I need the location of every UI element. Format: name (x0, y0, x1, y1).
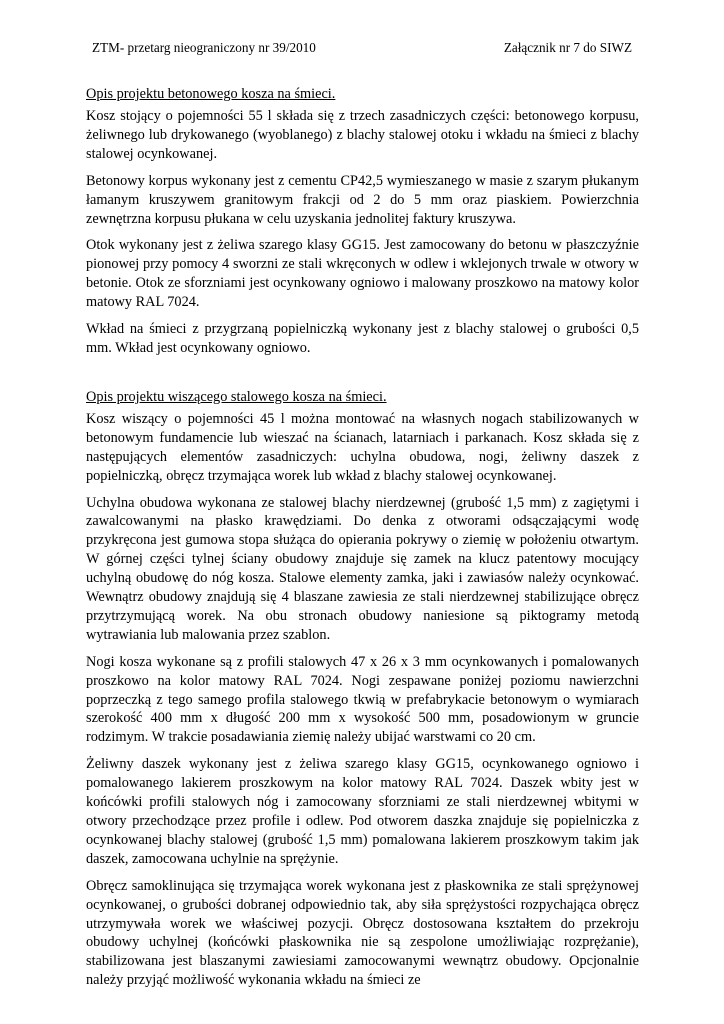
paragraph: Obręcz samoklinująca się trzymająca worek wykonana jest z płaskownika ze stali sprężynowej ocynkowanej, o grubości dobranej odpowiednio tak, aby siła sprężystości rozpychająca obręcz utrzymywała worek we właściwej pozycji. Obręcz dostosowana kształtem do przekroju obudowy uchylnej (końcówki płaskownika nie są zespolone umożliwiając rozprężanie), stabilizowana jest blaszanymi zawiesiami zamocowanymi wewnątrz obudowy. Opcjonalnie należy przyjąć możliwość wykonania wkładu na śmieci ze (86, 877, 639, 989)
section-concrete-bin (86, 85, 639, 358)
paragraph: Uchylna obudowa wykonana ze stalowej blachy nierdzewnej (grubość 1,5 mm) z zagiętymi i zawalcowanymi na płasko krawędziami. Do denka z otworami odsączającymi wodę przykręcona jest gumowa stopa służąca do opierania pokrywy o ziemię w położeniu otwartym. W górnej części tylnej ściany obudowy znajduje się zamek na klucz patentowy mocujący uchylną obudowę do nóg kosza. Stalowe elementy zamka, jaki i zawiasów należy ocynkować. Wewnątrz obudowy znajdują się 4 blaszane zawiesia ze stali nierdzewnej stabilizujące obręcz przytrzymującą worek. Na obu stronach obudowy naniesione są piktogramy metodą wytrawiania lub malowania przez szablon. (86, 494, 639, 643)
paragraph: Wkład na śmieci z przygrzaną popielniczką wykonany jest z blachy stalowej o grubości 0,5 mm. Wkład jest ocynkowany ogniowo. (86, 321, 639, 356)
section-title: Opis projektu betonowego kosza na śmieci. (86, 86, 336, 102)
document-body (86, 85, 639, 998)
paragraph: Żeliwny daszek wykonany jest z żeliwa szarego klasy GG15, ocynkowanego ogniowo i pomalowanego lakierem proszkowym na kolor matowy RAL 7024. Daszek wbity jest w końcówki profili stalowych nóg i zamocowany sforzniami ze stali nierdzewnej wbitymi w otwory przechodzące przez profile i odlew. Pod otworem daszka znajduje się popielniczka z ocynkowanej blachy stalowej (grubość 1,5 mm) pomalowana lakierem proszkowym takim jak daszek, zamocowana uchylnie na sprężynie. (86, 756, 639, 867)
header-tender-ref: ZTM- przetarg nieograniczony nr 39/2010 (92, 40, 316, 55)
paragraph: Otok wykonany jest z żeliwa szarego klasy GG15. Jest zamocowany do betonu w płaszczyźnie pionowej przy pomocy 4 sworzni ze stali wkręconych w odlew i wklejonych trwale w otwory w betonie. Otok ze sforzniami jest ocynkowany ogniowo i malowany proszkowo na matowy kolor matowy RAL 7024. (86, 237, 639, 311)
paragraph: Kosz stojący o pojemności 55 l składa się z trzech zasadniczych części: betonowego korpusu, żeliwnego lub drykowanego (wyoblanego) z blachy stalowej otoku i wkładu na śmieci z blachy stalowej ocynkowanej. (86, 108, 639, 162)
paragraph: Betonowy korpus wykonany jest z cementu CP42,5 wymieszanego w masie z szarym płukanym łamanym kruszywem granitowym frakcji od 2 do 5 mm oraz piaskiem. Powierzchnia zewnętrzna korpusu płukana w celu uzyskania jednolitej faktury kruszywa. (86, 172, 639, 227)
section-hanging-steel-bin (86, 388, 639, 990)
paragraph: Kosz wiszący o pojemności 45 l można montować na własnych nogach stabilizowanych w betonowym fundamencie lub wieszać na ścianach, latarniach i parkanach. Kosz składa się z następujących elementów zasadniczych: uchylna obudowa, nogi, żeliwny daszek z popielniczką, obręcz trzymająca worek lub wkład z blachy stalowej ocynkowanej. (86, 410, 639, 484)
section-spacer (86, 366, 639, 388)
header-attachment-ref: Załącznik nr 7 do SIWZ (503, 40, 632, 55)
paragraph: Nogi kosza wykonane są z profili stalowych 47 x 26 x 3 mm ocynkowanych i pomalowanych proszkowo na kolor matowy RAL 7024. Nogi zespawane poniżej poziomu nawierzchni poprzeczką z tego samego profila stalowego tkwią w prefabrykacie betonowym o wymiarach szerokość 400 mm x długość 200 mm x wysokość 500 mm, posadowionym w gruncie rodzimym. W trakcie posadawiania ziemię należy ubijać warstwami co 20 cm. (86, 653, 639, 746)
page-header (92, 40, 632, 56)
section-title: Opis projektu wiszącego stalowego kosza na śmieci. (86, 388, 387, 405)
